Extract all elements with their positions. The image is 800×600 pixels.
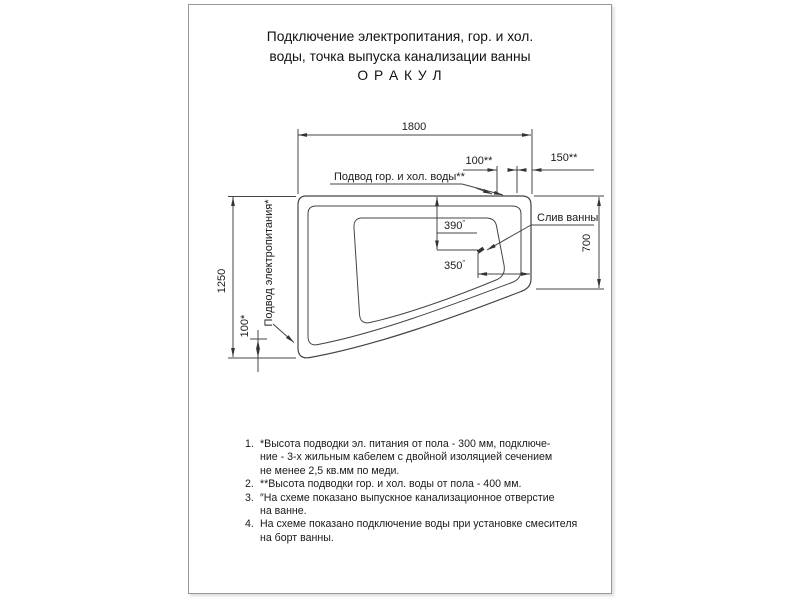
note-line: ″На схеме показано выпускное канализационное отверстие [260,491,555,504]
title-model-name: О Р А К У Л [357,68,443,83]
title-block [189,27,611,86]
dim-water-spacing-text: 100** [465,155,493,167]
note-text [260,438,552,478]
note-number: 4. [245,518,254,531]
note-line: *Высота подводки эл. питания от пола - 300 мм, подключе- [260,438,551,450]
drawing-sheet [188,4,612,594]
note-number: 2. [245,478,254,491]
label-drain-text: Слив ванны [537,212,599,224]
dim-ref-mark: ″ [462,220,465,227]
note-line: на борт ванны. [260,531,334,544]
note-line: ние - 3-х жильным кабелем с двойной изоляцией сечением [260,451,553,464]
note-line: **Высота подводки гор. и хол. воды от пола - 400 мм. [260,478,522,491]
dim-overall-depth-text: 1250 [216,268,228,294]
title-line-2: воды, точка выпуска канализации ванны [269,48,531,64]
note-text [260,478,521,491]
note-3 [245,492,577,519]
dim-overall-width-text: 1800 [401,121,427,133]
label-electric-supply-text: Подвод электропитания* [263,199,275,327]
note-text [260,518,577,545]
note-line: на ванне. [260,505,307,518]
notes-block [245,438,577,545]
note-2 [245,478,577,491]
note-line: не менее 2,5 кв.мм по меди. [260,464,400,477]
label-water-supply-text: Подвод гор. и хол. воды** [334,171,465,183]
note-1 [245,438,577,478]
note-4 [245,518,577,545]
dim-value: 350 [444,260,463,272]
dim-right-depth-text: 700 [581,233,593,253]
dim-water-edge-text: 150** [550,152,578,164]
title-line-1: Подключение электропитания, гор. и хол. [266,29,534,44]
note-number: 3. [245,491,254,504]
note-text [260,492,555,519]
note-line: На схеме показано подключение воды при установке смесителя [260,518,578,531]
dim-electric-height-text: 100* [239,314,251,338]
dim-value: 390 [444,220,463,232]
dim-ref-mark: ″ [462,260,465,267]
note-number: 1. [245,438,254,450]
